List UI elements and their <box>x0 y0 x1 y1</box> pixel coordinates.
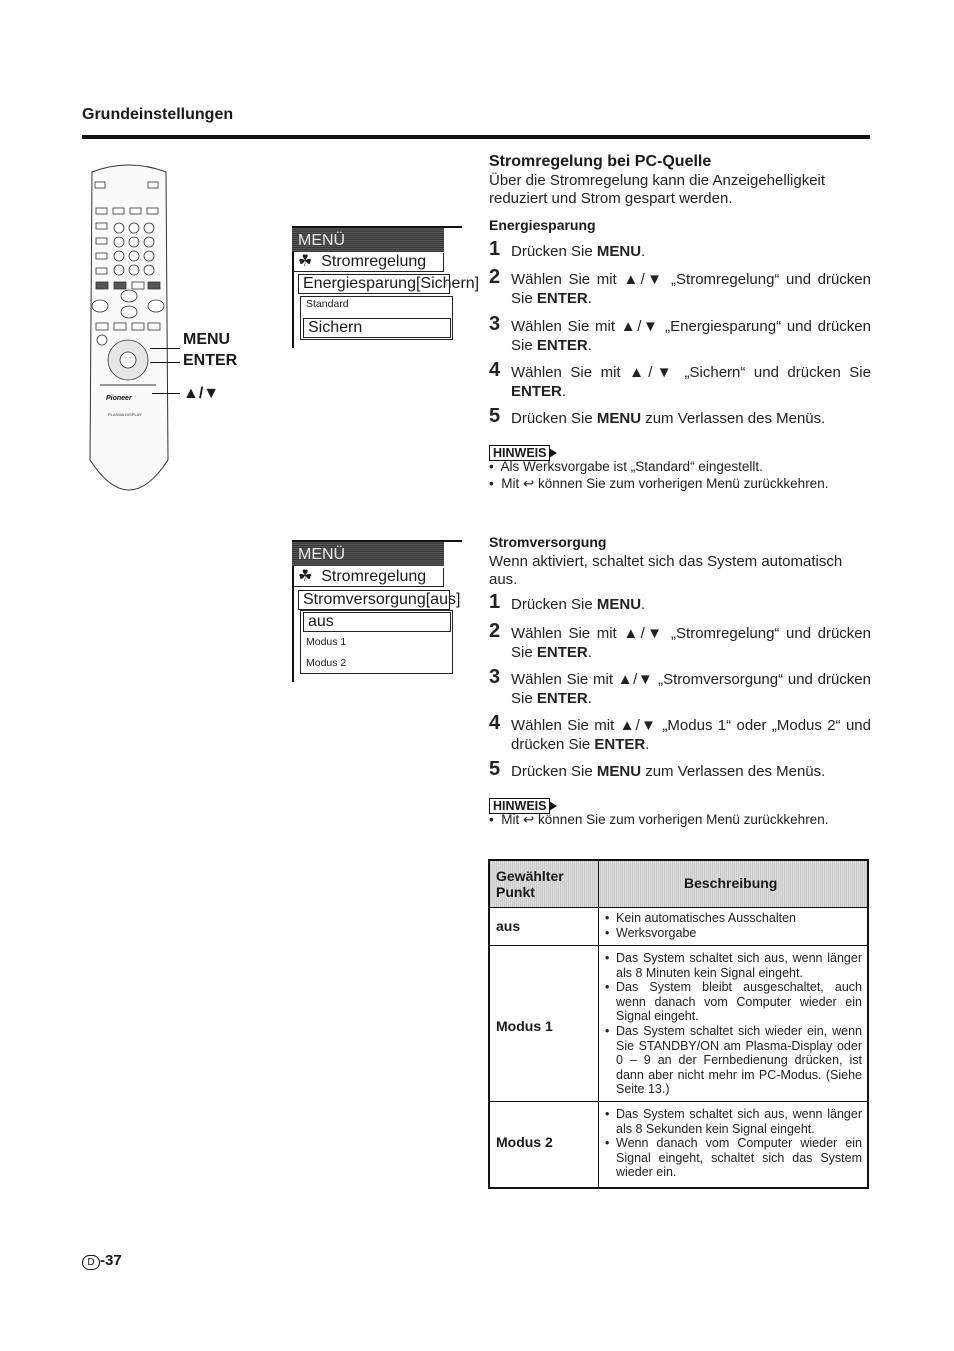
s1-step-4: 4 Wählen Sie mit ▲/▼ „Sichern“ und drücken Sie ENTER. <box>489 359 871 400</box>
remote-caption: PLASMA DISPLAY <box>108 412 142 417</box>
table-head-col1: Gewählter Punkt <box>496 868 564 900</box>
s1-note-1: • Als Werksvorgabe ist „Standard“ eingestellt. <box>489 459 763 474</box>
menu-screenshot-stromversorgung <box>292 540 462 682</box>
menu-row-modus2: Modus 2 <box>306 657 347 669</box>
s1-step-1: 1 Drücken Sie MENU. <box>489 238 646 260</box>
callout-menu: MENU <box>183 331 231 348</box>
section1-title: Stromregelung bei PC-Quelle <box>489 153 712 170</box>
power-leaf-icon: ☘ <box>298 253 313 270</box>
section1-intro: Über die Stromregelung kann die Anzeigehelligkeit reduziert und Strom gespart werden. <box>489 172 826 207</box>
table-row-divider <box>490 1101 867 1102</box>
table-row-desc: • Das System schaltet sich aus, wenn länger als 8 Minuten kein Signal eingeht. • Das System bleibt ausgeschaltet, auch wenn danach vom Computer wieder ein Signal eingeht. • Das System schaltet sich wieder ein, wenn Sie STANDBY/ON am Plasma-Display oder 0 – 9 an der Fernbedienung drücken, ist dann aber nicht mehr im PC-Modus. (Siehe Seite 13.) <box>602 951 862 1097</box>
menu-title: MENÜ <box>292 228 444 252</box>
table-row-key: aus <box>496 918 521 934</box>
s2-note-1: • Mit ↩ können Sie zum vorherigen Menü zurückkehren. <box>489 812 829 827</box>
table-row-desc: • Kein automatisches Ausschalten • Werksvorgabe <box>602 911 862 940</box>
page-number: D -37 <box>82 1252 122 1270</box>
menu-row-standard: Standard <box>306 298 349 310</box>
table-row-desc: • Das System schaltet sich aus, wenn länger als 8 Sekunden kein Signal eingeht. • Wenn danach vom Computer wieder ein Signal eingeht, schaltet sich das System wieder ein. <box>602 1107 862 1180</box>
menu-row-stromregelung <box>294 568 444 587</box>
s2-step-4: 4 Wählen Sie mit ▲/▼ „Modus 1“ oder „Modus 2“ und drücken Sie ENTER. <box>489 712 871 753</box>
callout-line-menu <box>150 348 180 349</box>
section2-intro: Wenn aktiviert, schaltet sich das System automatisch aus. <box>489 553 843 588</box>
s2-step-3: 3 Wählen Sie mit ▲/▼ „Stromversorgung“ und drücken Sie ENTER. <box>489 666 871 707</box>
menu-row-sichern: Sichern <box>303 318 451 338</box>
table-row-divider <box>490 945 867 946</box>
callout-enter: ENTER <box>183 352 238 369</box>
s2-step-1: 1 Drücken Sie MENU. <box>489 591 646 613</box>
menu-screenshot-energiesparung <box>292 226 480 348</box>
hinweis-arrow-icon <box>549 801 557 811</box>
power-mode-table <box>488 859 869 1189</box>
header-rule <box>82 135 870 139</box>
s2-notes <box>489 812 874 829</box>
s1-note-2: • Mit ↩ können Sie zum vorherigen Menü zurückkehren. <box>489 475 829 491</box>
table-row-key: Modus 2 <box>496 1134 553 1150</box>
s2-step-5: 5 Drücken Sie MENU zum Verlassen des Menüs. <box>489 758 826 780</box>
table-row-key: Modus 1 <box>496 1018 553 1034</box>
menu-row-modus1: Modus 1 <box>306 636 347 648</box>
menu-row-stromversorgung: Stromversorgung [aus] <box>298 590 450 610</box>
section1-subtitle: Energiesparung <box>489 217 596 233</box>
menu-row-energiesparung: Energiesparung [Sichern] <box>298 274 450 294</box>
hinweis-arrow-icon <box>549 448 557 458</box>
section-header: Grundeinstellungen <box>82 106 234 123</box>
remote-brand: Pioneer <box>106 395 132 402</box>
s2-step-2: 2 Wählen Sie mit ▲/▼ „Stromregelung“ und drücken Sie ENTER. <box>489 620 871 661</box>
callout-line-enter <box>150 362 180 363</box>
menu-row-label: ☘ Stromregelung <box>298 253 427 270</box>
callout-line-arrows <box>152 393 180 394</box>
menu-row-label: ☘ Stromregelung <box>298 568 427 585</box>
s2-hinweis-badge: HINWEIS <box>489 797 557 815</box>
s1-step-5: 5 Drücken Sie MENU zum Verlassen des Menüs. <box>489 405 826 427</box>
language-mark: D <box>82 1255 100 1270</box>
s1-notes <box>489 459 874 492</box>
s1-step-3: 3 Wählen Sie mit ▲/▼ „Energiesparung“ und drücken Sie ENTER. <box>489 313 871 354</box>
power-leaf-icon: ☘ <box>298 568 313 585</box>
callout-arrows: ▲/▼ <box>183 385 220 402</box>
table-head-col2: Beschreibung <box>684 875 778 891</box>
menu-row-stromregelung <box>294 253 444 272</box>
s1-hinweis-badge: HINWEIS <box>489 444 557 462</box>
section2-subtitle: Stromversorgung <box>489 534 607 550</box>
menu-row-aus: aus <box>303 612 451 632</box>
s1-step-2: 2 Wählen Sie mit ▲/▼ „Stromregelung“ und drücken Sie ENTER. <box>489 266 871 307</box>
remote-control-illustration <box>86 160 172 505</box>
table-column-divider <box>598 861 599 1187</box>
menu-title: MENÜ <box>292 542 444 566</box>
